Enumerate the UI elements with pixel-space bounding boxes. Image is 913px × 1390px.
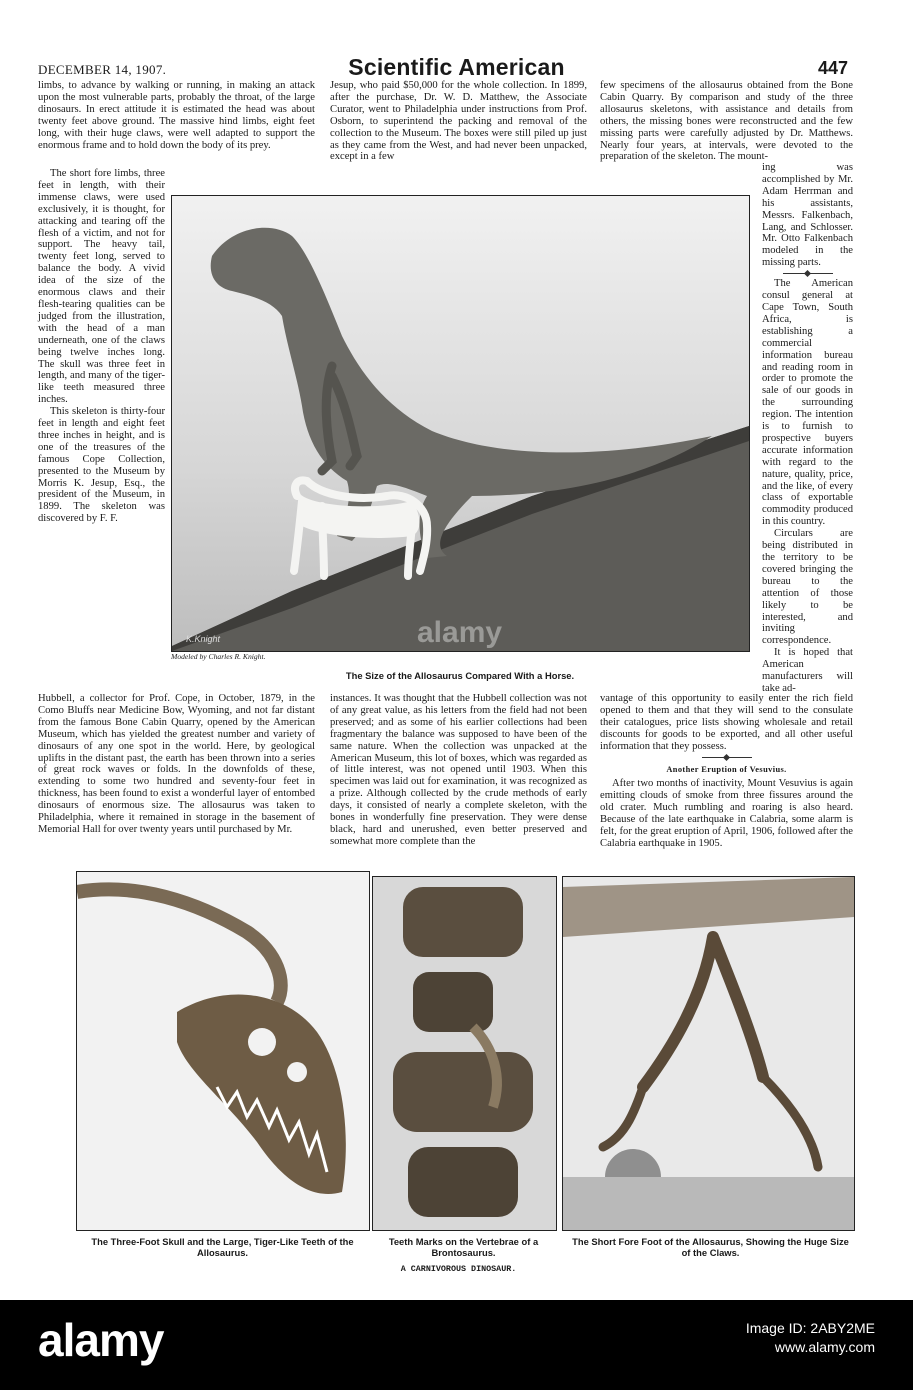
page-number: 447 xyxy=(818,58,849,78)
svg-text:K.Knight: K.Knight xyxy=(186,634,221,644)
paragraph: instances. It was thought that the Hubbell collection was not of any great value, as his letters from the field had not been preserved; and as some of his earlier collections had been fragmentary the balance was supposed to have been of the same nature. When the collection was unpacked at the American Museum, this lot of boxes, which was regarded as of little interest, was not opened until 1903. When this specimen was laid out for examination, it was recognized as a prize. Although collected by the crude methods of early days, it consisted of nearly a complete skeleton, with the bones in wonderfully fine preservation. They were dense black, hard and unerushed, even better preserved and somewhat more complete than the xyxy=(330,693,587,847)
paragraph: This skeleton is thirty-four feet in length and eight feet three inches in height, and is one of the treasures of the famous Cope Collection, presented to the Museum by Morris K. Jesup, Esq., the president of the Museum, in 1899. The skeleton was discovered by F. F. xyxy=(38,406,165,525)
allosaurus-skull-illustration xyxy=(77,872,369,1230)
vertebrae-photo xyxy=(372,876,557,1231)
paragraph: Jesup, who paid $50,000 for the whole collection. In 1899, after the purchase, Dr. W. D. Matthew, the Associate Curator, went to Philadelphia under instructions from Prof. Osborn, to superintend the packing and removal of the collection to the Museum. The boxes were still piled up just as they came from the West, and had never been unpacked, except in a few xyxy=(330,80,587,163)
paragraph: The short fore limbs, three feet in length, with their immense claws, were used exclusively, it is thought, for attacking and tearing off the flesh of a victim, and not for support. The heavy tail, twenty feet long, served to balance the body. A vivid idea of the size of the enormous claws and their flesh-tearing qualities can be judged from the illustration, with the head of a man underneath, one of the claws being twelve inches long. The skull was three feet in length, and many of the tiger-like teeth measured three inches. xyxy=(38,168,165,406)
column-3-narrow xyxy=(762,162,853,695)
paragraph: ing was accomplished by Mr. Adam Herrman and his assistants, Messrs. Falkenbach, Lang, and Schlosser. Mr. Otto Falkenbach modeled in the missing parts. xyxy=(762,162,853,269)
paragraph: Circulars are being distributed in the territory to be covered bringing the bureau to the attention of those likely to be interested, and inviting correspondence. xyxy=(762,528,853,647)
paragraph: After two months of inactivity, Mount Vesuvius is again emitting clouds of smoke from three fissures around the old crater. Much rumbling and roaring is also heard. Because of the late earthquake in Calabria, some alarm is felt, for the great eruption of April, 1906, followed after the Calabria earthquake in 1905. xyxy=(600,778,853,849)
paragraph: The American consul general at Cape Town, South Africa, is establishing a commercial information bureau and reading room in order to promote the sale of our goods in the surrounding region. The intention is to furnish to prospective buyers accurate information with regard to the nature, quality, price, and the like, of every class of exportable commodity produced in this country. xyxy=(762,278,853,528)
issue-date: DECEMBER 14, 1907. xyxy=(38,62,167,77)
fore-foot-photo xyxy=(562,876,855,1231)
fore-foot-illustration xyxy=(563,877,854,1230)
paragraph: It is hoped that American manufacturers will take ad- xyxy=(762,647,853,694)
paragraph: limbs, to advance by walking or running, in making an attack upon the most vulnerable parts, probably the throat, of the large dinosaurs. In erect attitude it is estimated the head was about twenty feet above ground. The massive hind limbs, eight feet long, with their huge claws, were well adapted to support the enormous frame and to hold down the body of its prey. xyxy=(38,80,315,151)
masthead-title: Scientific American xyxy=(348,54,565,80)
paragraph: few specimens of the allosaurus obtained from the Bone Cabin Quarry. By comparison and study of the three allosaurus skeletons, with assistance and details from others, the missing bones were reconstructed and the few missing parts were carefully adjusted by Dr. Matthews. Nearly four years, at intervals, were devoted to the preparation of the skeleton. The mount- xyxy=(600,80,853,163)
photo-credit: Modeled by Charles R. Knight. xyxy=(171,652,266,661)
paragraph: vantage of this opportunity to easily enter the rich field opened to them and that they will send to the consulate their catalogues, price lists showing wholesale and retail discounts for goods to be exported, and all other useful information that they possess. xyxy=(600,693,853,752)
column-1-top xyxy=(38,80,315,151)
watermark: alamy xyxy=(417,616,503,649)
site-url: www.alamy.com xyxy=(774,1339,875,1355)
alamy-logo: alamy xyxy=(38,1314,164,1366)
vertebrae-illustration xyxy=(373,877,556,1230)
image-id: Image ID: 2ABY2ME xyxy=(745,1320,875,1336)
section-divider xyxy=(762,269,853,278)
column-1-bottom xyxy=(38,693,315,836)
column-3-top xyxy=(600,80,853,163)
column-1-narrow xyxy=(38,168,165,525)
skull-caption: The Three-Foot Skull and the Large, Tiger-Like Teeth of the Allosaurus. xyxy=(91,1236,354,1258)
section-heading: Another Eruption of Vesuvius. xyxy=(666,764,787,774)
vertebrae-caption: Teeth Marks on the Vertebrae of a Brontosaurus. xyxy=(388,1236,539,1258)
section-divider xyxy=(600,753,853,762)
paragraph: Hubbell, a collector for Prof. Cope, in October, 1879, in the Como Bluffs near Medicine Bow, Wyoming, and not far distant from the famous Bone Cabin Quarry, opened by the American Museum, which has yielded the greatest number and variety of dinosaurs of any one spot in the world. Here, by geological uplifts in the distant past, the earth has been thrown into a series of great rock waves or folds. In the downfolds of these, extending to some two hundred and seventy-four feet in thickness, has been found to exist a wonderful layer of entombed dinosaurs of enormous size. The allosaurus was taken to Philadelphia, where it remained in storage in the basement of Memorial Hall for over twenty years until purchased by Mr. xyxy=(38,693,315,835)
skull-photo xyxy=(76,871,370,1231)
allosaurus-horse-photo xyxy=(171,195,750,652)
column-3-bottom xyxy=(600,693,853,850)
main-figure-caption: The Size of the Allosaurus Compared With a Horse. xyxy=(345,670,575,681)
column-2-bottom xyxy=(330,693,587,848)
column-2-top xyxy=(330,80,587,163)
fore-foot-caption: The Short Fore Foot of the Allosaurus, Showing the Huge Size of the Claws. xyxy=(572,1236,849,1258)
allosaurus-model-illustration xyxy=(172,196,749,651)
figure-group-caption: A CARNIVOROUS DINOSAUR. xyxy=(400,1264,517,1274)
image-info xyxy=(700,1319,875,1357)
